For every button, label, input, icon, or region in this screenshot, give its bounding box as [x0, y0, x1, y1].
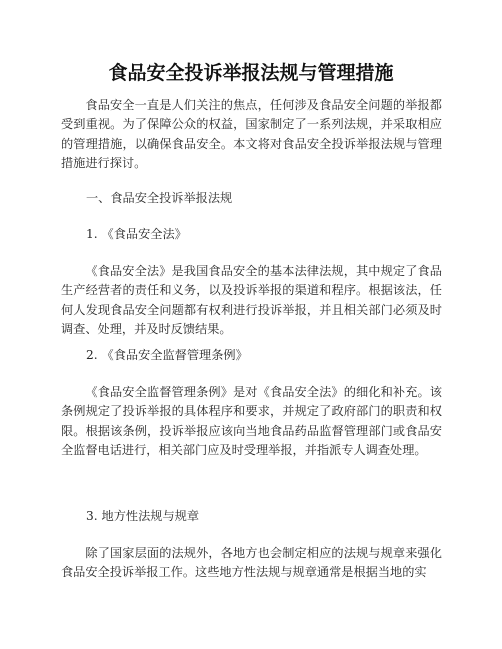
section-1-heading: 一、食品安全投诉举报法规: [86, 191, 233, 205]
item-1-heading: 1. 《食品安全法》: [86, 227, 187, 241]
item-2-paragraph: 《食品安全监督管理条例》是对《食品安全法》的细化和补充。该条例规定了投诉举报的具体程序和要求，并规定了政府部门的职责和权限。根据该条例，投诉举报应该向当地食品药品监督管理部门或食品安全监督电话进行，相关部门应及时受理举报，并指派专人调查处理。: [61, 385, 442, 458]
item-2-heading: 2. 《食品安全监督管理条例》: [86, 348, 248, 362]
item-1-paragraph: 《食品安全法》是我国食品安全的基本法律法规，其中规定了食品生产经营者的责任和义务，以及投诉举报的渠道和程序。根据该法，任何人发现食品安全问题都有权利进行投诉举报，并且相关部门必须及时调查、处理，并及时反馈结果。: [61, 264, 442, 337]
item-3-paragraph: 除了国家层面的法规外，各地方也会制定相应的法规与规章来强化食品安全投诉举报工作。这些地方性法规与规章通常是根据当地的实: [61, 546, 442, 580]
item-3-heading: 3. 地方性法规与规章: [86, 509, 200, 523]
document-title: 食品安全投诉举报法规与管理措施: [108, 62, 394, 84]
intro-paragraph: 食品安全一直是人们关注的焦点，任何涉及食品安全问题的举报都受到重视。为了保障公众的权益，国家制定了一系列法规，并采取相应的管理措施，以确保食品安全。本文将对食品安全投诉举报法规与管理措施进行探讨。: [61, 98, 442, 171]
